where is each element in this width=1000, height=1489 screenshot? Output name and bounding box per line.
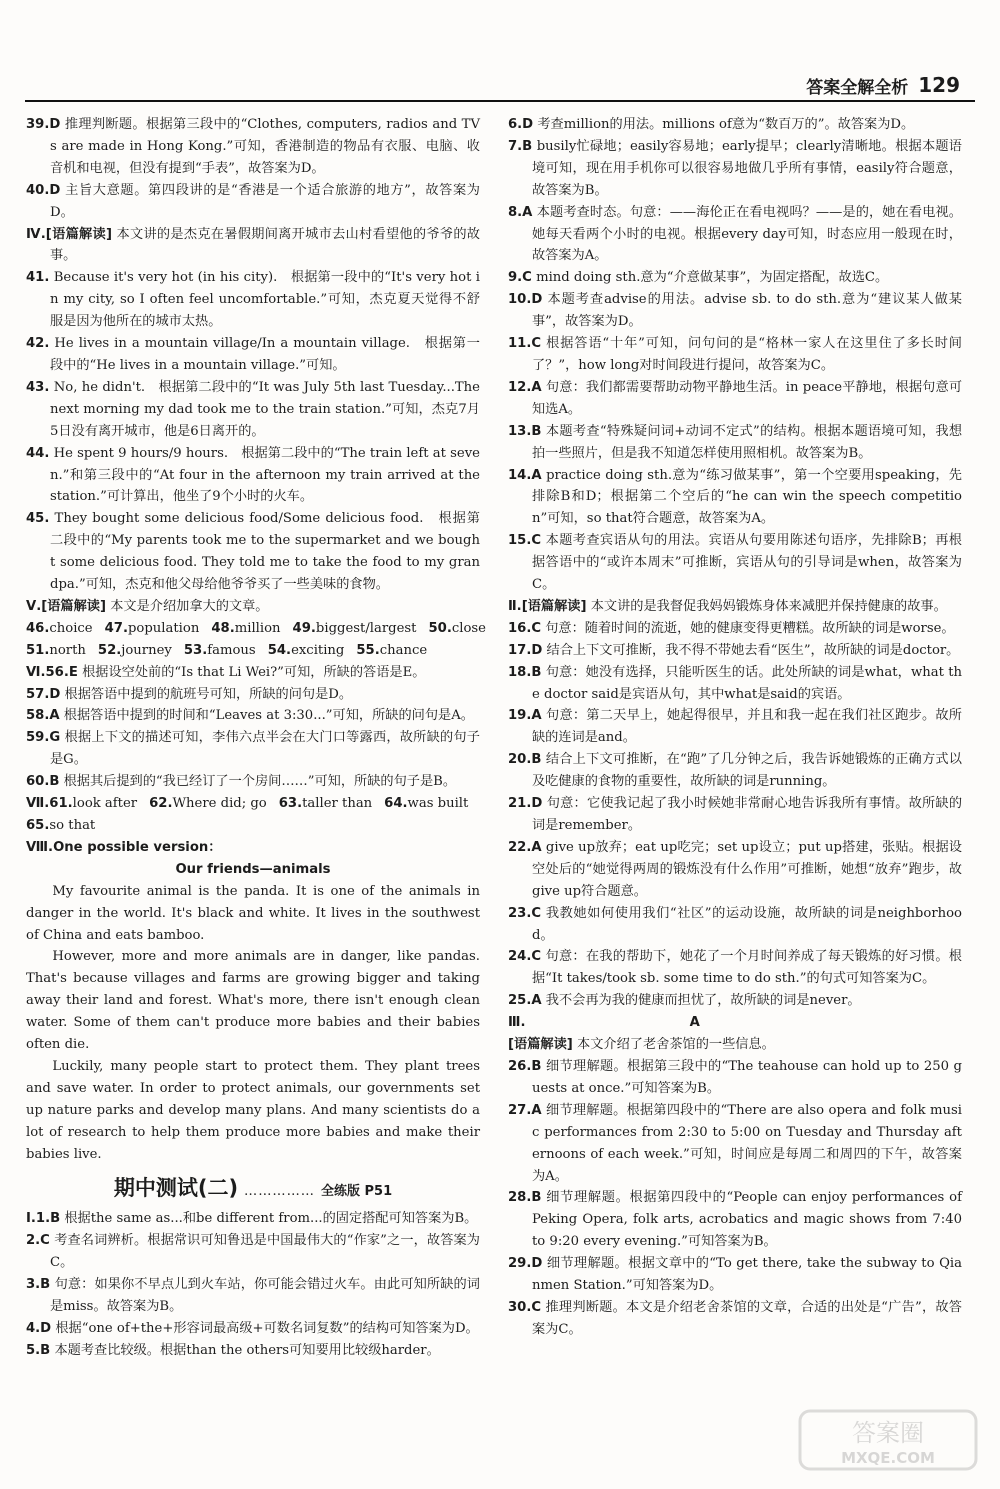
answer-number: 8.A [508, 204, 533, 220]
answer-number: 26.B [508, 1058, 542, 1074]
test-heading [26, 1175, 480, 1203]
answer-text: 本文讲的是我督促我妈妈锻炼身体来减肥并保持健康的故事。 [590, 598, 947, 614]
answer-item [508, 267, 962, 289]
answer-item [508, 465, 962, 531]
answer-text: 句意：她没有选择，只能听医生的话。此处所缺的词是what，what the doctor said是宾语从句，其中what是said的宾语。 [532, 664, 962, 702]
answer-number: 48. [211, 620, 235, 636]
answer-item [26, 508, 480, 596]
answer-number: 20.B [508, 752, 542, 768]
answer-number: 11.C [508, 336, 542, 352]
answer-number: 59.G [26, 730, 61, 746]
blank-answer [105, 618, 200, 640]
answer-item [508, 618, 962, 640]
page-number: 129 [918, 73, 960, 97]
test-reference: 全练版 P51 [320, 1183, 393, 1199]
section-letter: A [689, 1015, 700, 1031]
answer-number: Ⅳ.[语篇解读] [26, 226, 113, 242]
blank-answer [279, 793, 372, 815]
answer-text: 句意：它使我记起了我小时候她非常耐心地告诉我所有事情。故所缺的词是remember。 [532, 796, 963, 833]
answer-item [508, 990, 962, 1012]
answer-text: biggest/largest [315, 620, 417, 636]
blank-answer [384, 793, 468, 815]
svg-text:MXQE.COM: MXQE.COM [841, 1449, 935, 1467]
answer-text: journey [121, 642, 172, 658]
answer-item [508, 662, 962, 706]
answer-number: 16.C [508, 620, 542, 636]
answer-number: 54. [267, 642, 292, 658]
answer-text: 句意：如果你不早点儿到火车站，你可能会错过火车。由此可知所缺的词是miss。故答案为B。 [50, 1277, 480, 1315]
answer-item [508, 705, 962, 749]
answer-number: 60.B [26, 774, 60, 790]
answer-number: 27.A [508, 1102, 542, 1118]
answer-number: 2.C [26, 1233, 50, 1249]
blank-answer [26, 793, 137, 815]
answer-number: 12.A [508, 379, 542, 395]
answer-text: 本文是介绍加拿大的文章。 [110, 598, 269, 614]
answer-item [508, 1253, 962, 1297]
answer-text: No, he didn't. 根据第二段中的“It was July 5th last Tuesday...The next morning my dad took me to the train station.”可知，杰克7月5日没有离开城市，他是6日离开的。 [50, 379, 480, 439]
answer-number: 23.C [508, 905, 542, 921]
right-column [508, 114, 962, 1341]
answer-number: 58.A [26, 708, 60, 724]
answer-text: population [127, 620, 200, 636]
blank-answer [98, 640, 172, 662]
answer-text: 本题考查“特殊疑问词+动词不定式”的结构。根据本题语境可知，我想拍一些照片，但是我不知道怎样使用照相机。故答案为B。 [532, 423, 963, 461]
answer-item [26, 596, 480, 618]
answer-text: 根据“one of+the+形容词最高级+可数名词复数”的结构可知答案为D。 [55, 1320, 479, 1336]
answer-text: close [451, 620, 486, 636]
answer-number: 47. [104, 620, 128, 636]
answer-number: 18.B [508, 664, 542, 680]
answer-text: 主旨大意题。第四段讲的是“香港是一个适合旅游的地方”，故答案为D。 [50, 182, 480, 220]
blank-answer [268, 640, 345, 662]
answer-text: 本题考查宾语从句的用法。宾语从句要用陈述句语序，先排除B；再根据答语中的“或许本周末”可推断，宾语从句的引导词是when，故答案为C。 [532, 533, 962, 593]
blank-answer [26, 640, 86, 662]
answer-item [508, 421, 962, 465]
answer-text: 结合上下文可推断，我不得不带她去看“医生”，故所缺的词是doctor。 [546, 642, 960, 658]
answer-row [26, 815, 480, 837]
answer-item [26, 1318, 480, 1340]
answer-number: Ⅶ.61. [26, 796, 73, 812]
answer-text: 我不会再为我的健康而担忧了，故所缺的词是never。 [545, 993, 861, 1009]
answer-item [26, 224, 480, 268]
answer-text: 句意：我们都需要帮助动物平静地生活。in peace平静地，根据句意可知选A。 [532, 379, 963, 417]
answer-number: 41. [26, 270, 50, 286]
answer-item [26, 1208, 480, 1230]
answer-text: Because it's very hot (in his city). 根据第一段中的“It's very hot in my city, so I often feel uncomfortable.”可知，杰克夏天觉得不舒服是因为他所在的城市太热。 [50, 270, 480, 330]
answer-item [508, 202, 962, 268]
answer-item [508, 377, 962, 421]
answer-item [508, 903, 962, 947]
answer-item [26, 114, 480, 180]
answer-item [26, 443, 480, 509]
answer-item [508, 837, 962, 903]
answer-number: 9.C [508, 270, 532, 286]
answer-number: 7.B [508, 138, 533, 154]
answer-text: 本文讲的是杰克在暑假期间离开城市去山村看望他的爷爷的故事。 [50, 226, 480, 264]
answer-text: 根据the same as...和be different from...的固定搭配可知答案为B。 [64, 1211, 478, 1227]
answer-text: taller than [302, 796, 373, 812]
page-header [806, 70, 960, 100]
essay-title: Our friends—animals [175, 861, 331, 877]
answer-text: look after [72, 796, 138, 812]
answer-text: 根据答语中提到的时间和“Leaves at 3:30...”可知，所缺的问句是A。 [63, 708, 474, 724]
essay-label: Ⅷ.One possible version： [26, 839, 222, 855]
answer-item [508, 1297, 962, 1341]
header-title: 答案全解全析 [806, 77, 909, 98]
answer-number: 30.C [508, 1299, 542, 1315]
answer-text: chance [379, 642, 428, 658]
answer-number: 40.D [26, 182, 61, 198]
answer-number: 4.D [26, 1320, 52, 1336]
blank-answer [356, 640, 427, 662]
answer-number: 21.D [508, 796, 543, 812]
answer-row [26, 640, 480, 662]
answer-text: 本题考查时态。句意：——海伦正在看电视吗？——是的，她在看电视。她每天看两个小时的电视。根据every day可知，时态应用一般现在时，故答案为A。 [532, 204, 962, 264]
answer-text: 结合上下文可推断，在“跑”了几分钟之后，我告诉她锻炼的正确方式以及吃健康的食物的重要性，故所缺的词是running。 [532, 752, 962, 790]
answer-number: 62. [149, 796, 173, 812]
answer-item [508, 530, 962, 596]
answer-number: 25.A [508, 993, 542, 1009]
answer-text: 推理判断题。本文是介绍老舍茶馆的文章，合适的出处是“广告”，故答案为C。 [532, 1299, 962, 1337]
answer-number: 39.D [26, 117, 61, 132]
answer-item [26, 727, 480, 771]
answer-number: 29.D [508, 1256, 543, 1272]
answer-text: 根据上下文的描述可知，李伟六点半会在大门口等露西，故所缺的句子是G。 [50, 730, 480, 768]
answer-text: He spent 9 hours/9 hours. 根据第二段中的“The train left at seven.”和第三段中的“At four in the afternoon my train arrived at the station.”可计算出，他坐了9个小时的火车。 [50, 445, 480, 505]
answer-number: 10.D [508, 292, 543, 308]
answer-number: 22.A [508, 839, 542, 855]
answer-text: 我教她如何使用我们“社区”的运动设施，故所缺的词是neighborhood。 [532, 905, 962, 943]
answer-number: 44. [26, 445, 50, 461]
answer-text: 细节理解题。根据第四段中的“People can enjoy performances of Peking Opera, folk arts, acrobatics and magic shows from 7:40 to 9:20 every evening.”可知答案为B。 [532, 1190, 962, 1250]
answer-number: 63. [278, 796, 303, 812]
answer-item [508, 749, 962, 793]
answer-item [508, 1100, 962, 1188]
answer-number: 42. [26, 336, 50, 352]
answer-text: exciting [291, 642, 345, 658]
answer-text: north [49, 642, 86, 658]
answer-number: 65. [26, 818, 50, 833]
answer-text: so that [49, 818, 96, 833]
answer-number: 57.D [26, 686, 61, 702]
answer-text: practice doing sth.意为“练习做某事”，第一个空要用speaking，先排除B和D；根据第二个空后的“he can win the speech competition”可知，so that符合题意，故答案为A。 [532, 467, 962, 527]
watermark-logo [798, 1409, 978, 1471]
essay-paragraph: My favourite animal is the panda. It is one of the animals in danger in the world. It's black and white. It lives in the southwest of China and eats bamboo. [26, 883, 480, 943]
answer-text: give up放弃；eat up吃完；set up设立；put up搭建，张贴。根据设空处后的“她觉得两周的锻炼没有什么作用”可推断，她想“放弃”跑步，故give up符合题意。 [532, 839, 962, 899]
answer-number: 24.C [508, 949, 542, 965]
answer-text: 考查million的用法。millions of意为“数百万的”。故答案为D。 [537, 117, 915, 132]
answer-number: [语篇解读] [508, 1037, 573, 1053]
answer-item [508, 946, 962, 990]
answer-number: 6.D [508, 117, 534, 132]
answer-number: 53. [183, 642, 208, 658]
blank-answer [26, 618, 93, 640]
answer-item [26, 180, 480, 224]
answer-text: 本题考查advise的用法。advise sb. to do sth.意为“建议某人做某事”，故答案为D。 [532, 292, 962, 330]
left-column [26, 114, 486, 1362]
answer-number: 55. [356, 642, 380, 658]
answer-text: million [234, 620, 281, 636]
answer-number: 43. [26, 379, 50, 395]
answer-text: 细节理解题。根据第三段中的“The teahouse can hold up to 250 guests at once.”可知答案为B。 [532, 1058, 962, 1096]
answer-number: Ⅰ.1.B [26, 1211, 61, 1227]
answer-number: 15.C [508, 533, 542, 549]
answer-text: 推理判断题。根据第三段中的“Clothes, computers, radios and TVs are made in Hong Kong.”可知，香港制造的物品有衣服、电脑、收音机和电视，但没有提到“手表”，故答案为D。 [50, 117, 480, 176]
answer-number: 45. [26, 511, 50, 527]
answer-number: 3.B [26, 1277, 51, 1293]
answer-item [26, 771, 480, 793]
answer-number: 46. [26, 620, 50, 636]
answer-item [508, 793, 962, 837]
blank-answer [149, 793, 267, 815]
answer-number: 19.A [508, 708, 542, 724]
answer-item [508, 1034, 962, 1056]
blank-answer [211, 618, 280, 640]
answer-text: busily忙碌地；easily容易地；early提早；clearly清晰地。根据本题语境可知，现在用手机你可以很容易地做几乎所有事情，easily符合题意，故答案为B。 [532, 138, 962, 198]
answer-item [26, 662, 480, 684]
answer-item [508, 596, 962, 618]
answer-text: Where did; go [172, 796, 267, 812]
answer-row [26, 793, 480, 815]
answer-text: mind doing sth.意为“介意做某事”，为固定搭配，故选C。 [536, 270, 889, 286]
answer-item [26, 1340, 480, 1362]
answer-number: 14.A [508, 467, 542, 483]
answer-item [508, 1056, 962, 1100]
answer-text: They bought some delicious food/Some delicious food. 根据第二段中的“My parents took me to the supermarket and we bought some delicious food. They told me to take the food to my grandpa.”可知，杰克和他父母给他爷爷买了一些美味的食物。 [50, 511, 480, 593]
answer-number: 64. [384, 796, 408, 812]
section-heading: Ⅲ. A [508, 1012, 962, 1034]
answer-text: famous [207, 642, 256, 658]
answer-text: 根据其后提到的“我已经订了一个房间……”可知，所缺的句子是B。 [63, 774, 457, 790]
answer-text: 根据设空处前的“Is that Li Wei?”可知，所缺的答语是E。 [82, 664, 426, 680]
answer-number: 17.D [508, 642, 543, 658]
answer-text: 细节理解题。根据文章中的“To get there, take the subway to Qianmen Station.”可知答案为D。 [532, 1256, 962, 1294]
answer-text: 句意：随着时间的流逝，她的健康变得更糟糕。故所缺的词是worse。 [545, 620, 955, 636]
answer-item [508, 114, 962, 136]
answer-text: 根据答语中提到的航班号可知，所缺的问句是D。 [64, 686, 353, 702]
answer-text: choice [49, 620, 93, 636]
answer-item [508, 640, 962, 662]
answer-number: 28.B [508, 1190, 542, 1206]
answer-number: 5.B [26, 1342, 51, 1358]
answer-item [26, 1274, 480, 1318]
answer-text: 根据答语“十年”可知，问句问的是“格林一家人在这里住了多长时间了？”，how long对时间段进行提问，故答案为C。 [532, 336, 962, 373]
blank-answer [428, 618, 486, 640]
answer-number: 50. [428, 620, 452, 636]
blank-answer [26, 815, 95, 837]
essay-paragraph: Luckily, many people start to protect them. They plant trees and save water. In order to protect animals, our governments set up nature parks and develop many plans. And many scientists do a lot of research to help them produce more babies and make their babies live. [26, 1058, 480, 1162]
answer-text: 本题考查比较级。根据than the others可知要用比较级harder。 [54, 1342, 440, 1358]
answer-number: 49. [292, 620, 316, 636]
answer-number: Ⅱ.[语篇解读] [508, 598, 587, 614]
answer-item [26, 705, 480, 727]
answer-number: Ⅴ.[语篇解读] [26, 598, 107, 614]
answer-text: 考查名词辨析。根据常识可知鲁迅是中国最伟大的“作家”之一，故答案为C。 [50, 1233, 480, 1271]
answer-number: Ⅵ.56.E [26, 664, 78, 680]
answer-item [508, 333, 962, 377]
answer-item [26, 377, 480, 443]
answer-number: 52. [97, 642, 122, 658]
answer-item [508, 136, 962, 202]
essay-paragraph: However, more and more animals are in danger, like pandas. That's because villages and farms are growing bigger and taking away their land and forest. What's more, there isn't enough clean water. Some of them can't produce more babies and their babies often die. [26, 949, 480, 1053]
svg-text:答案圈: 答案圈 [852, 1419, 924, 1447]
answer-item [26, 333, 480, 377]
answer-text: He lives in a mountain village/In a mountain village. 根据第一段中的“He lives in a mountain village.”可知。 [50, 336, 480, 373]
answer-item [26, 684, 480, 706]
blank-answer [184, 640, 256, 662]
answer-text: 句意：在我的帮助下，她花了一个月时间养成了每天锻炼的好习惯。根据“It takes/took sb. some time to do sth.”的句式可知答案为C。 [532, 949, 962, 987]
answer-item [508, 1187, 962, 1253]
answer-item [26, 1230, 480, 1274]
answer-number: 51. [26, 642, 50, 658]
answer-number: 13.B [508, 423, 542, 439]
header-rule [25, 100, 975, 102]
answer-text: 句意：第二天早上，她起得很早，并且和我一起在我们社区跑步。故所缺的连词是and。 [532, 708, 962, 746]
test-dots: …………… [244, 1183, 315, 1199]
answer-row [26, 618, 486, 640]
answer-item [26, 267, 480, 333]
test-title: 期中测试(二) [113, 1175, 239, 1200]
answer-text: 本文介绍了老舍茶馆的一些信息。 [577, 1037, 775, 1053]
answer-text: was built [407, 796, 469, 812]
answer-item [508, 289, 962, 333]
blank-answer [293, 618, 417, 640]
answer-text: 细节理解题。根据第四段中的“There are also opera and folk music performances from 2:30 to 5:00 on Tuesday and Thursday afternoons of each week.”可知，时间应是每周二和周四的下午，故答案为A。 [532, 1102, 962, 1184]
